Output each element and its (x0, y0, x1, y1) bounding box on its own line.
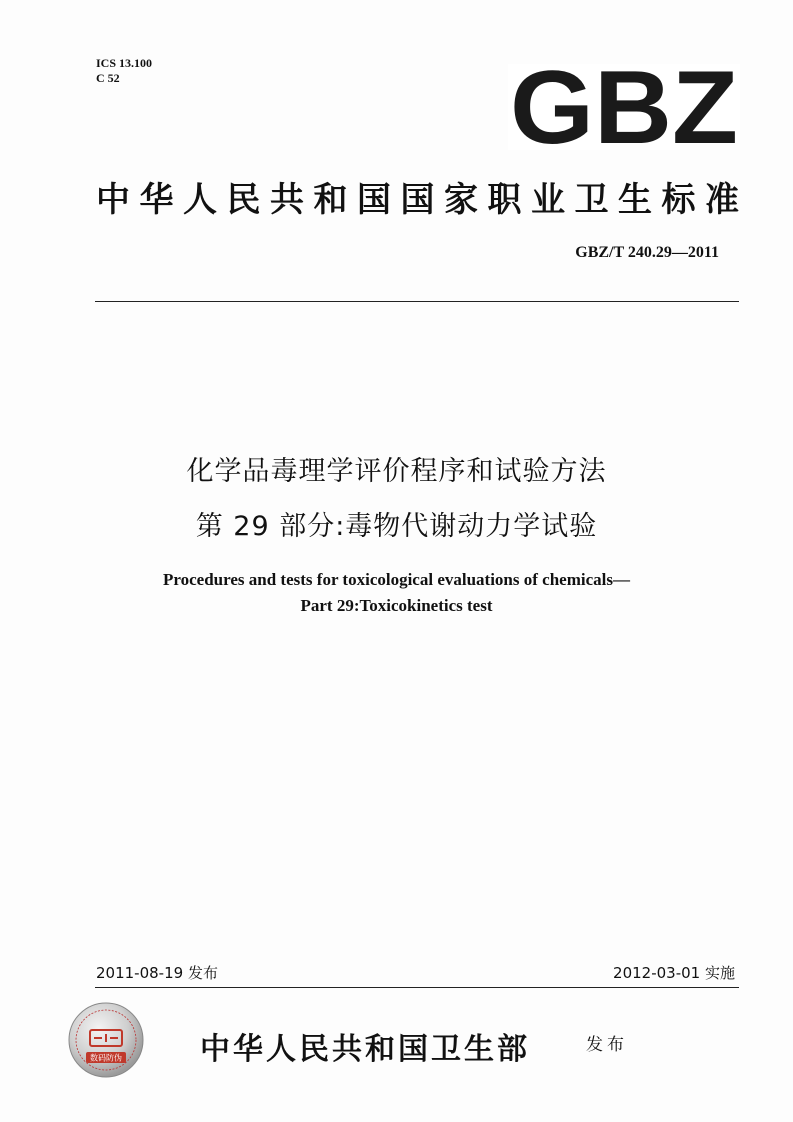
anti-counterfeit-seal-icon (66, 1000, 146, 1080)
english-title-line-2: Part 29:Toxicokinetics test (300, 596, 493, 615)
issue-date: 2011-08-19 发布 (96, 964, 218, 982)
classification-codes (96, 56, 152, 86)
issue-label: 发布 (586, 1035, 628, 1055)
top-divider (95, 301, 739, 302)
ccs-code: C 52 (96, 71, 120, 85)
seal-text: 数码防伪 (90, 1053, 122, 1063)
standard-number: GBZ/T 240.29—2011 (575, 244, 719, 261)
ics-code: ICS 13.100 (96, 56, 153, 70)
chinese-title-line-2: 第 29 部分:毒物代谢动力学试验 (195, 511, 598, 542)
issuing-authority: 中华人民共和国卫生部 (200, 1032, 530, 1067)
standard-type-title: 中华人民共和国国家职业卫生标准 (96, 180, 740, 220)
bottom-divider (95, 987, 739, 988)
implementation-date: 2012-03-01 实施 (613, 964, 735, 982)
gbz-logo-text: GBZ (510, 64, 738, 150)
gbz-logo (508, 64, 740, 150)
english-title-line-1: Procedures and tests for toxicological evaluations of chemicals— (163, 570, 630, 589)
chinese-title-line-1: 化学品毒理学评价程序和试验方法 (186, 456, 607, 487)
